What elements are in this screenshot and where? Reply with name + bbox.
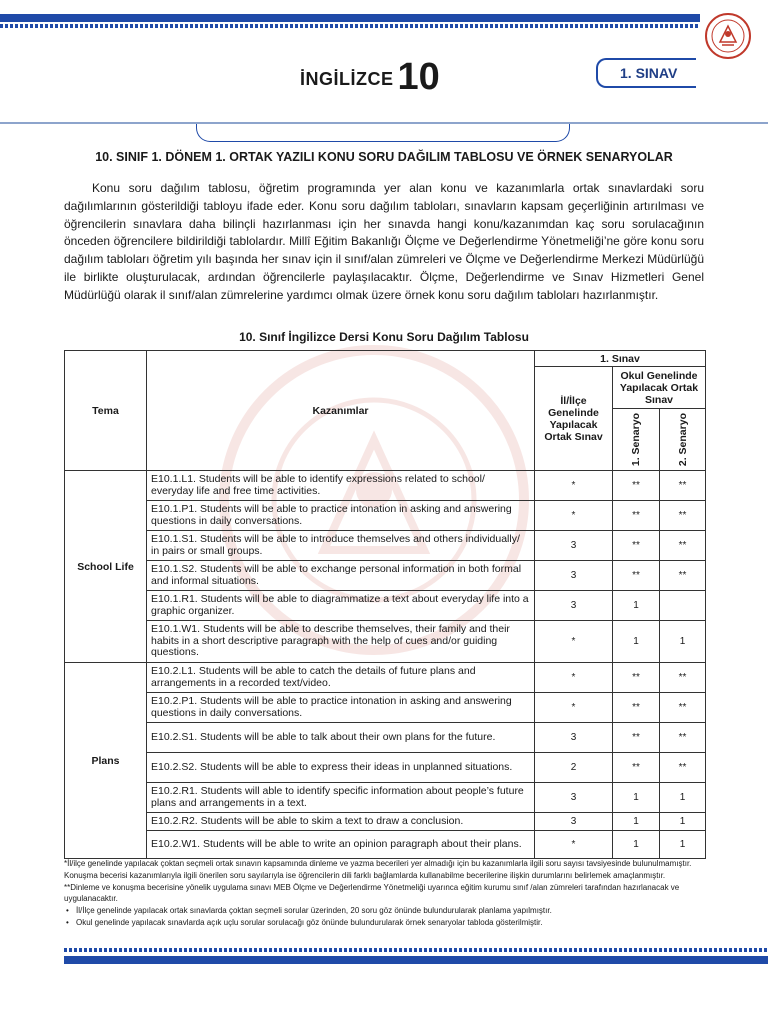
il-ilce-cell: 3: [535, 531, 613, 561]
senaryo-1-cell: 1: [613, 831, 660, 859]
exam-tab: [596, 58, 696, 88]
footnotes: [64, 858, 714, 929]
il-ilce-cell: 3: [535, 783, 613, 813]
table-row: [65, 831, 706, 859]
kazanim-cell: E10.2.L1. Students will be able to catch the details of future plans and arrangements in a recorded text/video.: [147, 663, 535, 693]
senaryo-1-cell: **: [613, 501, 660, 531]
header-senaryo-1: 1. Senaryo: [613, 409, 660, 471]
senaryo-2-cell: 1: [660, 783, 706, 813]
header-tema: Tema: [65, 351, 147, 471]
senaryo-1-cell: 1: [613, 813, 660, 831]
subject-name: İNGİLİZCE: [300, 69, 394, 89]
senaryo-2-cell: **: [660, 693, 706, 723]
theme-cell: Plans: [65, 663, 147, 859]
kazanim-cell: E10.1.L1. Students will be able to identify expressions related to school/ everyday life and free time activities.: [147, 471, 535, 501]
senaryo-1-cell: **: [613, 663, 660, 693]
senaryo-1-cell: **: [613, 753, 660, 783]
ministry-seal-icon: [704, 12, 752, 60]
header-kazanimlar: Kazanımlar: [147, 351, 535, 471]
header-okul: Okul Genelinde Yapılacak Ortak Sınav: [613, 367, 706, 409]
footnote-2: **Dinleme ve konuşma becerisine yönelik uygulama sınavı MEB Ölçme ve Değerlendirme Yönetmeliği uyarınca eğitim kurumu sınıf /alan zümreleri tarafından hazırlanacak ve uygulanacaktır.: [64, 882, 680, 904]
senaryo-2-cell: **: [660, 471, 706, 501]
il-ilce-cell: 3: [535, 723, 613, 753]
subject-title: [300, 58, 440, 96]
senaryo-2-cell: **: [660, 723, 706, 753]
table-row: [65, 501, 706, 531]
footnote-bullet-2: • Okul genelinde yapılacak sınavlarda açık uçlu sorular sorulacağı göz önünde bulundurularak örnek senaryolar tabloda gösterilmiştir.: [64, 917, 714, 929]
kazanim-cell: E10.2.W1. Students will be able to write an opinion paragraph about their plans.: [147, 831, 535, 859]
header-il-ilce: İl/İlçe Genelinde Yapılacak Ortak Sınav: [535, 367, 613, 471]
table-title: 10. Sınıf İngilizce Dersi Konu Soru Dağılım Tablosu: [239, 330, 529, 344]
header-senaryo-2: 2. Senaryo: [660, 409, 706, 471]
table-row: [65, 621, 706, 663]
grade-number: 10: [397, 56, 440, 98]
topic-distribution-table: [64, 350, 706, 859]
top-color-band: [0, 14, 700, 30]
table-row: [65, 723, 706, 753]
il-ilce-cell: *: [535, 663, 613, 693]
header-bracket: [196, 124, 570, 142]
senaryo-2-cell: 1: [660, 621, 706, 663]
il-ilce-cell: *: [535, 471, 613, 501]
senaryo-2-cell: **: [660, 663, 706, 693]
senaryo-1-cell: **: [613, 531, 660, 561]
kazanim-cell: E10.1.P1. Students will be able to practice intonation in asking and answering questions in daily conversations.: [147, 501, 535, 531]
kazanim-cell: E10.1.S2. Students will be able to exchange personal information in both formal and informal situations.: [147, 561, 535, 591]
senaryo-2-cell: 1: [660, 831, 706, 859]
footnote-1: *İl/ilçe genelinde yapılacak çoktan seçmeli ortak sınavın kapsamında dinleme ve yazma becerileri yer almadığı için bu kazanımlarla ilgili soru sayısı tavsiyesinde bulunulmamıştır. Konuşma becerisi kazanımlarıyla ilgili önerilen soru sayılarıyla ise öğrencilerin dili farklı bağlamlarda kullanabilme becerilerine ilişkin durumlarını belirlemek amaçlanmıştır.: [64, 859, 692, 880]
table-row: [65, 813, 706, 831]
il-ilce-cell: *: [535, 693, 613, 723]
kazanim-cell: E10.2.S2. Students will be able to express their ideas in unplanned situations.: [147, 753, 535, 783]
table-row: [65, 693, 706, 723]
table-row: [65, 471, 706, 501]
senaryo-2-cell: **: [660, 561, 706, 591]
senaryo-2-cell: [660, 591, 706, 621]
exam-tab-label: 1. SINAV: [620, 65, 678, 81]
table-row: [65, 663, 706, 693]
senaryo-1-cell: **: [613, 471, 660, 501]
kazanim-cell: E10.1.R1. Students will be able to diagrammatize a text about everyday life into a graphic organizer.: [147, 591, 535, 621]
senaryo-1-cell: 1: [613, 783, 660, 813]
senaryo-2-cell: 1: [660, 813, 706, 831]
bottom-color-band: [64, 948, 768, 964]
senaryo-1-cell: 1: [613, 621, 660, 663]
theme-cell: School Life: [65, 471, 147, 663]
table-row: [65, 783, 706, 813]
senaryo-1-cell: 1: [613, 591, 660, 621]
il-ilce-cell: 3: [535, 561, 613, 591]
table-row: [65, 561, 706, 591]
il-ilce-cell: *: [535, 831, 613, 859]
senaryo-2-cell: **: [660, 501, 706, 531]
kazanim-cell: E10.1.W1. Students will be able to describe themselves, their family and their habits in a short descriptive paragraph with the help of cues and/or guiding questions.: [147, 621, 535, 663]
header-sinav: 1. Sınav: [535, 351, 706, 367]
senaryo-2-cell: **: [660, 531, 706, 561]
table-row: [65, 531, 706, 561]
il-ilce-cell: *: [535, 621, 613, 663]
il-ilce-cell: 3: [535, 591, 613, 621]
kazanim-cell: E10.1.S1. Students will be able to introduce themselves and others individually/ in pairs or small groups.: [147, 531, 535, 561]
kazanim-cell: E10.2.S1. Students will be able to talk about their own plans for the future.: [147, 723, 535, 753]
page-heading: 10. SINIF 1. DÖNEM 1. ORTAK YAZILI KONU SORU DAĞILIM TABLOSU VE ÖRNEK SENARYOLAR: [95, 150, 673, 164]
intro-paragraph: Konu soru dağılım tablosu, öğretim programında yer alan konu ve kazanımlarla ortak sınavlardaki soru dağılımlarının gösterildiği tabloyu ifade eder. Konu soru dağılım tabloları, sınavların kapsam geçerliğinin artırılması ve öğrencilerin sınavlara daha bilinçli hazırlanması için her sınavda hangi konu/kazanımdan kaç soru sorulacağının önceden öğrencilere bildirildiği tablolardır. Millî Eğitim Bakanlığı Ölçme ve Değerlendirme Yönetmeliği’ne göre konu soru dağılım tabloları öğretim yılı başında her sınav için il sınıf/alan zümreleri ve Ölçme ve Değerlendirme Merkezi Müdürlüğü ile birlikte oluşturulacak, ardından öğrencilerle paylaşılacaktır. Ölçme, Değerlendirme ve Sınav Hizmetleri Genel Müdürlüğü olarak il sınıf/alan zümrelerine yardımcı olmak üzere örnek konu soru dağılım tabloları hazırlanmıştır.: [64, 181, 704, 302]
il-ilce-cell: *: [535, 501, 613, 531]
senaryo-2-cell: **: [660, 753, 706, 783]
il-ilce-cell: 3: [535, 813, 613, 831]
footnote-bullet-1: • İl/İlçe genelinde yapılacak ortak sınavlarda çoktan seçmeli sorular üzerinden, 20 soru göz önünde bulundurularak planlama yapılmıştır.: [64, 905, 714, 917]
kazanim-cell: E10.2.R2. Students will be able to skim a text to draw a conclusion.: [147, 813, 535, 831]
kazanim-cell: E10.2.P1. Students will be able to practice intonation in asking and answering questions in daily conversations.: [147, 693, 535, 723]
il-ilce-cell: 2: [535, 753, 613, 783]
senaryo-1-cell: **: [613, 561, 660, 591]
senaryo-1-cell: **: [613, 693, 660, 723]
senaryo-1-cell: **: [613, 723, 660, 753]
table-row: [65, 591, 706, 621]
table-row: [65, 753, 706, 783]
kazanim-cell: E10.2.R1. Students will able to identify specific information about people’s future plans and arrangements in a text.: [147, 783, 535, 813]
